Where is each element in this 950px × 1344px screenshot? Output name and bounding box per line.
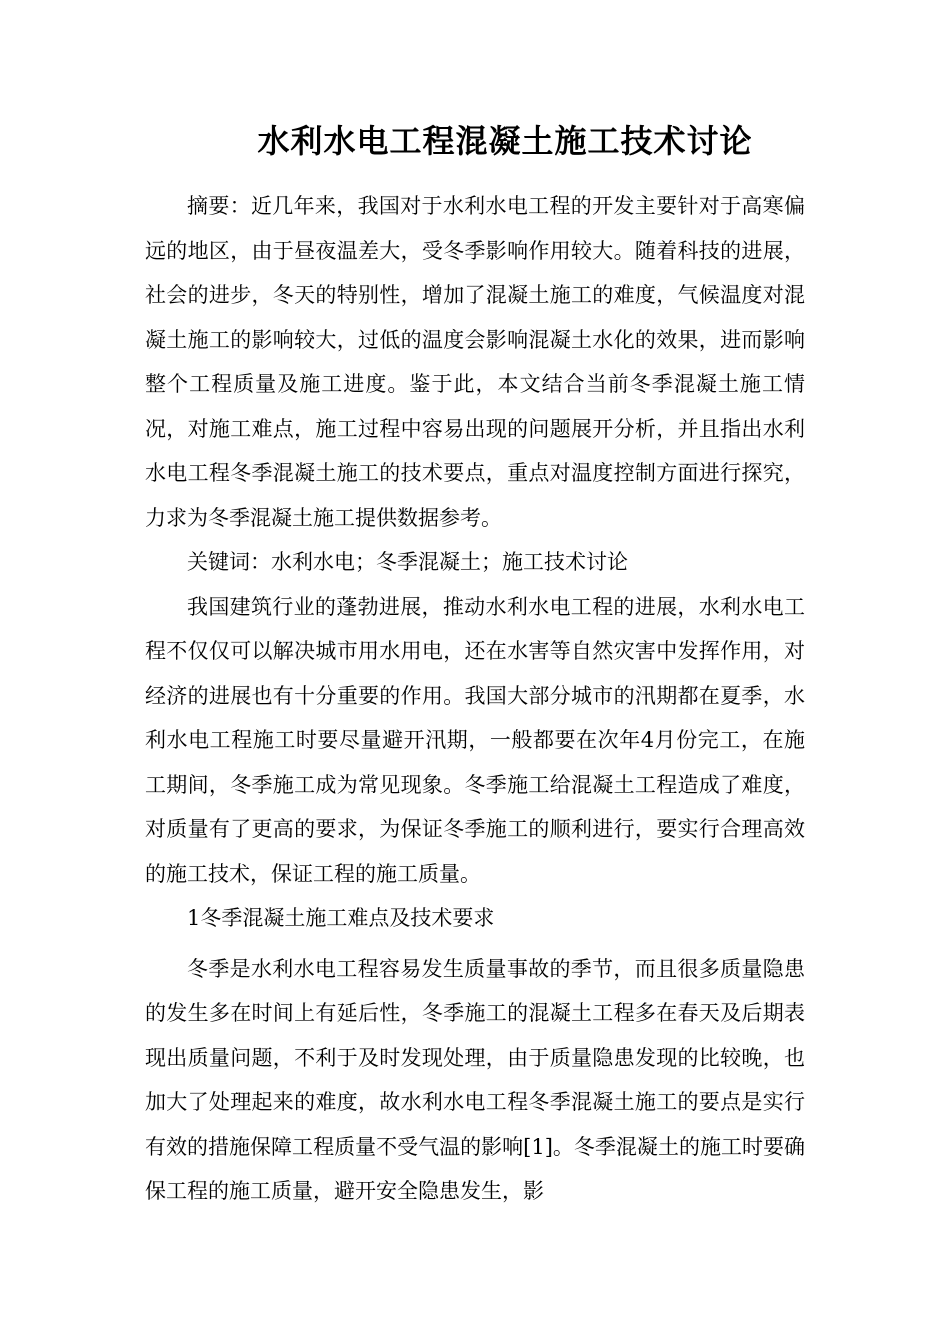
section-paragraph: 冬季是水利水电工程容易发生质量事故的季节，而且很多质量隐患的发生多在时间上有延后性，冬季施工的混凝土工程多在春天及后期表现出质量问题，不利于及时发现处理，由于质量隐患发现的比较晚，也加大了处理起来的难度，故水利水电工程冬季混凝土施工的要点是实行有效的措施保障工程质量不受气温的影响[1]。冬季混凝土的施工时要确保工程的施工质量，避开安全隐患发生，影: [145, 956, 805, 1203]
keywords-paragraph: 关键词：水利水电；冬季混凝土；施工技术讨论: [187, 550, 628, 574]
abstract-paragraph: 摘要：近几年来，我国对于水利水电工程的开发主要针对于高寒偏远的地区，由于昼夜温差大，受冬季影响作用较大。随着科技的进展，社会的进步，冬天的特别性，增加了混凝土施工的难度，气候温度对混凝土施工的影响较大，过低的温度会影响混凝土水化的效果，进而影响整个工程质量及施工进度。鉴于此，本文结合当前冬季混凝土施工情况，对施工难点，施工过程中容易出现的问题展开分析，并且指出水利水电工程冬季混凝土施工的技术要点，重点对温度控制方面进行探究，力求为冬季混凝土施工提供数据参考。: [145, 194, 805, 530]
section-heading: 1冬季混凝土施工难点及技术要求: [187, 906, 495, 930]
document-body: [145, 184, 805, 1214]
intro-paragraph: 我国建筑行业的蓬勃进展，推动水利水电工程的进展，水利水电工程不仅仅可以解决城市用水用电，还在水害等自然灾害中发挥作用，对经济的进展也有十分重要的作用。我国大部分城市的汛期都在夏季，水利水电工程施工时要尽量避开汛期，一般都要在次年4月份完工，在施工期间，冬季施工成为常见现象。冬季施工给混凝土工程造成了难度，对质量有了更高的要求，为保证冬季施工的顺利进行，要实行合理高效的施工技术，保证工程的施工质量。: [145, 594, 805, 886]
document-title: 水利水电工程混凝土施工技术讨论: [257, 122, 753, 160]
